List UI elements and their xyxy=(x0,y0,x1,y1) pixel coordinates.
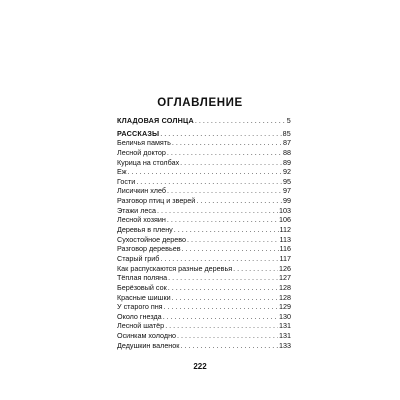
toc-entry xyxy=(117,186,291,196)
toc-entry-title: Гости xyxy=(117,176,136,186)
toc-entry xyxy=(117,244,291,254)
dot-leader xyxy=(233,264,278,274)
toc-entry xyxy=(117,293,291,303)
toc-entry xyxy=(117,273,291,283)
toc-entry-title: РАССКАЗЫ xyxy=(117,128,160,138)
dot-leader xyxy=(164,302,278,312)
dot-leader xyxy=(180,341,278,351)
toc-entry-page: 128 xyxy=(279,282,291,292)
toc-entry xyxy=(117,158,291,168)
page-number: 222 xyxy=(193,362,207,371)
toc-entry-page: 103 xyxy=(279,205,291,215)
toc-entry-title: Этажи леса xyxy=(117,205,156,215)
toc-entry-title: Беличья память xyxy=(117,138,171,148)
toc-entry xyxy=(117,302,291,312)
toc-entry-title: Тёплая поляна xyxy=(117,273,168,283)
toc-entry-page: 95 xyxy=(283,176,291,186)
dot-leader xyxy=(136,177,282,187)
dot-leader xyxy=(167,148,282,158)
toc-entry-title: Сухостойное дерево xyxy=(117,234,186,244)
toc-entry-title: Разговор птиц и зверей xyxy=(117,196,196,206)
dot-leader xyxy=(180,158,282,168)
toc-entry-page: 116 xyxy=(279,244,291,254)
toc-entry xyxy=(117,225,291,235)
dot-leader xyxy=(128,167,282,177)
toc-entry-page: 112 xyxy=(279,225,291,235)
toc-entry-title: Берёзовый сок xyxy=(117,282,167,292)
toc-entry xyxy=(117,283,291,293)
toc-entry-page: 130 xyxy=(279,311,291,321)
toc-entry-title: Старый гриб xyxy=(117,253,160,263)
toc-entry xyxy=(117,138,291,148)
toc-entry xyxy=(117,235,291,245)
dot-leader xyxy=(160,254,278,264)
dot-leader xyxy=(187,235,279,245)
toc-entry xyxy=(117,206,291,216)
toc-entry-page: 128 xyxy=(279,292,291,302)
toc-entry-title: Курица на столбах xyxy=(117,157,180,167)
toc-entry-page: 117 xyxy=(279,253,291,263)
toc-entry-title: Лесной доктор xyxy=(117,147,166,157)
dot-leader xyxy=(172,138,282,148)
toc-entry xyxy=(117,177,291,187)
dot-leader xyxy=(165,321,278,331)
dot-leader xyxy=(167,215,278,225)
toc-entry xyxy=(117,312,291,322)
dot-leader xyxy=(177,331,278,341)
toc-entry xyxy=(117,331,291,341)
toc-entry xyxy=(117,167,291,177)
toc-entry-title: Лесной хозяин xyxy=(117,215,166,225)
toc-section-entry xyxy=(117,116,291,126)
toc-entry-page: 89 xyxy=(283,157,291,167)
toc-entry-page: 113 xyxy=(279,234,291,244)
toc-entry-page: 126 xyxy=(279,263,291,273)
dot-leader xyxy=(157,206,278,216)
dot-leader xyxy=(195,116,286,126)
toc-entry xyxy=(117,196,291,206)
toc-entry-page: 5 xyxy=(286,116,291,125)
toc-entry-title: Красные шишки xyxy=(117,292,171,302)
toc-entry-page: 131 xyxy=(279,321,291,331)
toc-entry-title: Как распускаются разные деревья xyxy=(117,263,233,273)
toc-entry-page: 87 xyxy=(283,138,291,148)
table-of-contents xyxy=(117,116,291,350)
toc-entry-title: Еж xyxy=(117,167,127,177)
dot-leader xyxy=(174,225,279,235)
toc-entry xyxy=(117,321,291,331)
dot-leader xyxy=(172,293,278,303)
toc-entry xyxy=(117,148,291,158)
dot-leader xyxy=(160,129,281,139)
dot-leader xyxy=(168,283,278,293)
toc-entry-page: 88 xyxy=(283,147,291,157)
toc-entry-title: У старого пня xyxy=(117,302,163,312)
toc-entry-page: 133 xyxy=(279,340,291,350)
toc-entry-title: Дедушкин валенок xyxy=(117,340,180,350)
toc-entry xyxy=(117,215,291,225)
dot-leader xyxy=(196,196,282,206)
toc-entry-page: 97 xyxy=(283,186,291,196)
toc-entry-page: 106 xyxy=(279,215,291,225)
dot-leader xyxy=(163,312,278,322)
page-title: ОГЛАВЛЕНИЕ xyxy=(157,97,243,109)
toc-entry-page: 92 xyxy=(283,167,291,177)
toc-entry xyxy=(117,264,291,274)
toc-entry-title: Лесной шатёр xyxy=(117,321,165,331)
toc-entry-title: Осинкам холодно xyxy=(117,331,177,341)
toc-entry xyxy=(117,254,291,264)
toc-entry-page: 129 xyxy=(279,302,291,312)
toc-entry-title: Деревья в плену xyxy=(117,225,173,235)
toc-entry-title: Разговор деревьев xyxy=(117,244,181,254)
dot-leader xyxy=(167,186,282,196)
dot-leader xyxy=(168,273,278,283)
toc-entry-title: Около гнезда xyxy=(117,311,162,321)
toc-section-entry xyxy=(117,129,291,139)
toc-entry-page: 131 xyxy=(279,331,291,341)
toc-entry-title: Лисичкин хлеб xyxy=(117,186,167,196)
toc-entry xyxy=(117,341,291,351)
toc-entry-page: 99 xyxy=(283,196,291,206)
toc-entry-title: КЛАДОВАЯ СОЛНЦА xyxy=(117,116,194,125)
toc-entry-page: 127 xyxy=(279,273,291,283)
toc-entry-page: 85 xyxy=(282,128,291,138)
dot-leader xyxy=(182,244,279,254)
